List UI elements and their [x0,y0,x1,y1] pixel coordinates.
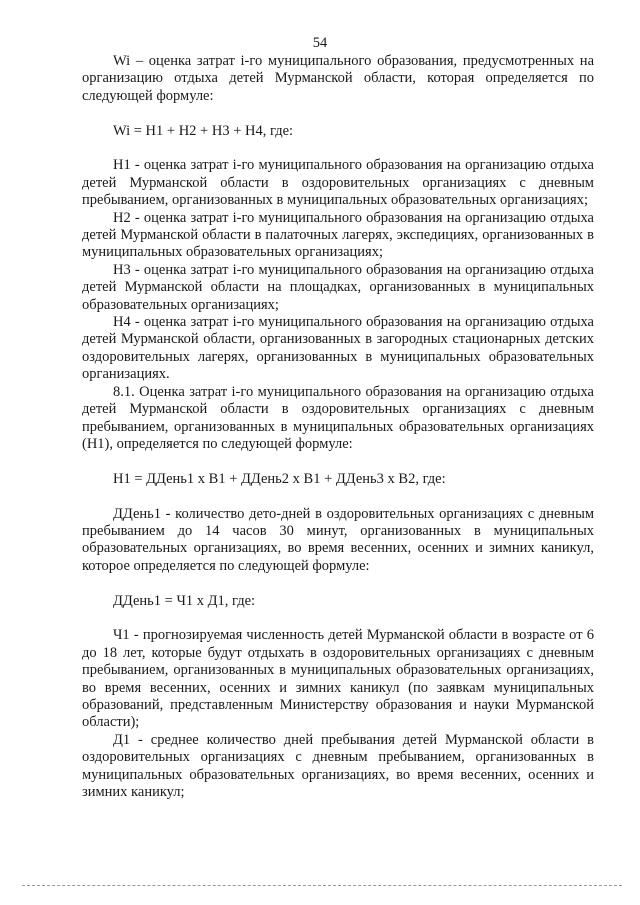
definition-ch1: Ч1 - прогнозируемая численность детей Мурманской области в возрасте от 6 до 18 лет, которые будут отдыхать в оздоровительных организациях с дневным пребыванием, организованных в муниципальных образовательных организациях, во время весенних, осенних и зимних каникул (по заявкам муниципальных образований, представленным Министерству образования и науки Мурманской области); [82,627,594,731]
definition-h2: H2 - оценка затрат i-го муниципального образования на организацию отдыха детей Мурманской области в палаточных лагерях, экспедициях, организованных в муниципальных образовательных организациях; [82,209,594,261]
definition-wi: Wi – оценка затрат i-го муниципального образования, предусмотренных на организацию отдыха детей Мурманской области, которая определяется по следующей формуле: [82,53,594,104]
scan-bottom-edge [22,885,622,886]
spacer [82,575,594,592]
spacer [82,488,594,505]
definition-h1: H1 - оценка затрат i-го муниципального образования на организацию отдыха детей Мурманской области в оздоровительных организациях с дневным пребыванием, организованных в муниципальных образовательных организациях; [82,157,594,209]
definition-h4: H4 - оценка затрат i-го муниципального образования на организацию отдыха детей Мурманской области, организованных в загородных стационарных детских оздоровительных лагерях, организованных в муниципальных образовательных организациях. [82,314,594,383]
spacer [82,453,594,470]
spacer [82,105,594,122]
formula-dden1: ДДень1 = Ч1 х Д1, где: [113,592,256,609]
formula-h1: H1 = ДДень1 х B1 + ДДень2 х B1 + ДДень3 х B2, где: [113,470,446,487]
spacer [82,610,594,627]
section-8-1: 8.1. Оценка затрат i-го муниципального образования на организацию отдыха детей Мурманской области в оздоровительных организациях с дневным пребыванием, организованных в муниципальных образовательных организациях (H1), определяется по следующей формуле: [82,383,594,452]
definition-dden1: ДДень1 - количество дето-дней в оздоровительных организациях с дневным пребыванием до 14 часов 30 минут, организованных в муниципальных образовательных организациях, во время весенних, осенних и зимних каникул, которое определяется по следующей формуле: [82,505,594,574]
formula-wi: Wi = H1 + H2 + H3 + H4, где: [113,122,294,139]
definition-h3: H3 - оценка затрат i-го муниципального образования на организацию отдыха детей Мурманской области на площадках, организованных в муниципальных образовательных организациях; [82,261,594,313]
page-number: 54 [312,35,328,51]
spacer [82,140,594,157]
definition-d1: Д1 - среднее количество дней пребывания детей Мурманской области в оздоровительных организациях с дневным пребыванием, организованных в муниципальных образовательных организациях, во время весенних, осенних и зимних каникул; [82,731,594,800]
document-body [82,53,594,801]
